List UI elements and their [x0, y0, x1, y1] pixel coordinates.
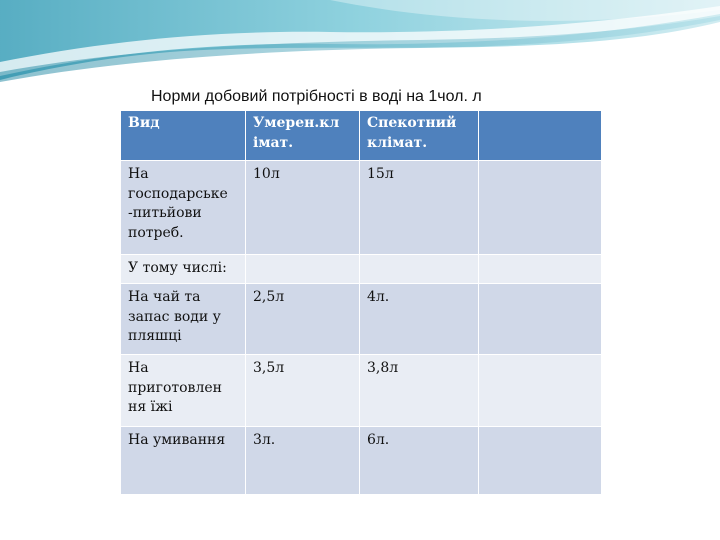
- table-cell: 3л.: [246, 427, 360, 495]
- table-cell: На приготовлен ня їжі: [121, 355, 246, 427]
- table-cell: 10л: [246, 161, 360, 255]
- table-cell: На чай та запас води у пляшці: [121, 284, 246, 355]
- table-header-row: [121, 111, 602, 161]
- header-cell: Спекотний клімат.: [360, 111, 479, 161]
- table-cell: [246, 255, 360, 284]
- table-cell: [479, 161, 602, 255]
- table-cell: 3,8л: [360, 355, 479, 427]
- table-cell: 3,5л: [246, 355, 360, 427]
- table-cell: [360, 255, 479, 284]
- table-cell: 2,5л: [246, 284, 360, 355]
- table-cell: На господарське -питьйови потреб.: [121, 161, 246, 255]
- table-cell: [479, 355, 602, 427]
- header-cell: Вид: [121, 111, 246, 161]
- table-cell: 6л.: [360, 427, 479, 495]
- table-cell: У тому числі:: [121, 255, 246, 284]
- table-cell: 4л.: [360, 284, 479, 355]
- table-row: [121, 161, 602, 255]
- table-cell: [479, 427, 602, 495]
- header-cell: Умерен.кл імат.: [246, 111, 360, 161]
- table-row: [121, 355, 602, 427]
- header-cell: [479, 111, 602, 161]
- table-cell: 15л: [360, 161, 479, 255]
- table-cell: [479, 255, 602, 284]
- table-row: [121, 255, 602, 284]
- page-title: Норми добовий потрібності в воді на 1чол. л: [151, 88, 482, 105]
- table-row: [121, 284, 602, 355]
- table-cell: На умивання: [121, 427, 246, 495]
- table-row: [121, 427, 602, 495]
- table-cell: [479, 284, 602, 355]
- water-norms-table: [120, 110, 602, 495]
